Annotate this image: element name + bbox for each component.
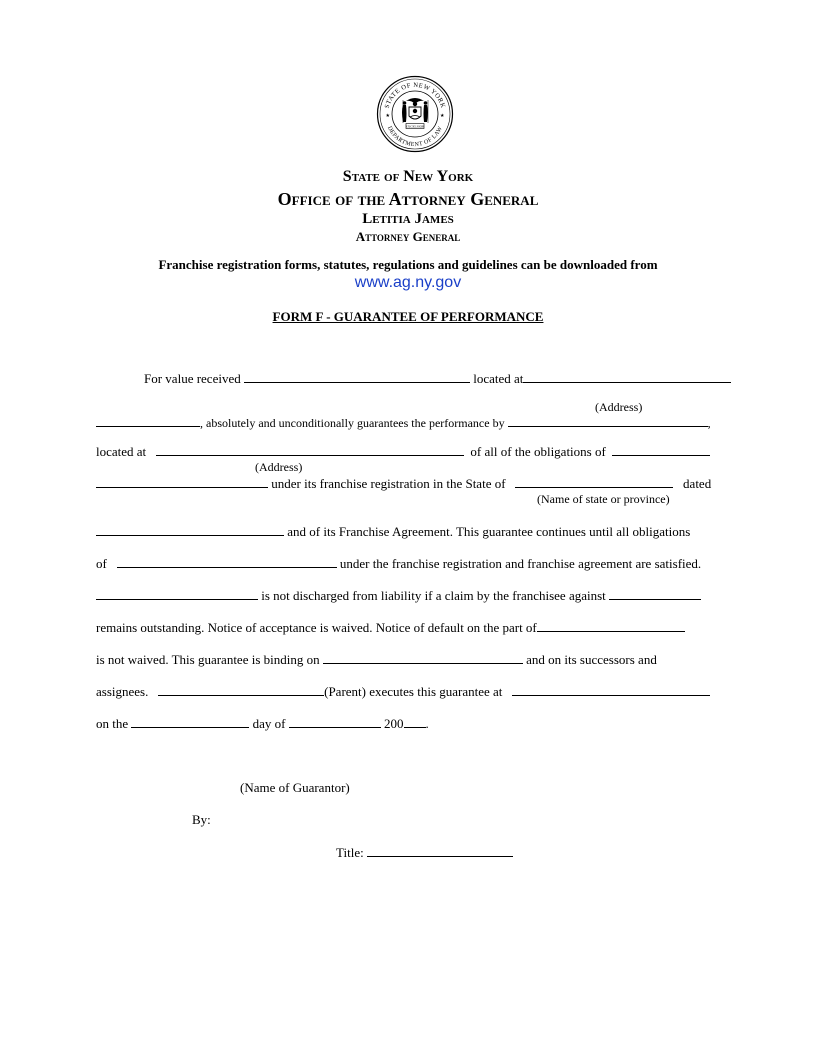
state-heading: State of New York xyxy=(342,168,474,185)
text-binding-on: is not waived. This guarantee is binding on xyxy=(96,652,320,667)
svg-text:★: ★ xyxy=(385,113,390,119)
blank-parent-name[interactable] xyxy=(158,684,324,696)
blank-month[interactable] xyxy=(289,716,381,728)
form-line-8 xyxy=(96,620,685,636)
text-obligations-of: of all of the obligations of xyxy=(470,444,606,459)
blank-obligor-name[interactable] xyxy=(612,444,710,456)
blank-guarantor-name-2[interactable] xyxy=(96,588,258,600)
blank-obligor-name-cont[interactable] xyxy=(96,476,268,488)
period: . xyxy=(425,716,429,731)
text-located-at: located at xyxy=(473,371,524,386)
form-line-11 xyxy=(96,716,429,732)
ny-department-of-law-seal xyxy=(376,75,454,153)
text-not-discharged: is not discharged from liability if a claim by the franchisee against xyxy=(261,588,606,603)
blank-franchisor-name-3[interactable] xyxy=(537,620,685,632)
form-line-6 xyxy=(96,556,701,572)
blank-guarantor-name-3[interactable] xyxy=(323,652,523,664)
blank-date[interactable] xyxy=(96,524,284,536)
text-franchise-agreement: and of its Franchise Agreement. This guarantee continues until all obligations xyxy=(287,524,691,539)
attorney-general-name: Letitia James xyxy=(362,211,454,227)
svg-text:DEPARTMENT OF LAW: DEPARTMENT OF LAW xyxy=(385,125,445,149)
form-line-9 xyxy=(96,652,657,668)
blank-signatory-title[interactable] xyxy=(367,845,513,857)
text-successors: and on its successors and xyxy=(526,652,657,667)
text-for-value-received: For value received xyxy=(144,371,241,386)
form-line-10 xyxy=(96,684,710,700)
text-day-of: day of xyxy=(252,716,286,731)
form-line-4 xyxy=(96,476,711,492)
form-line-1 xyxy=(144,371,731,387)
text-year-prefix: 200 xyxy=(384,716,404,731)
svg-text:EXCELSIOR: EXCELSIOR xyxy=(405,124,425,129)
text-are-satisfied: under the franchise registration and franchise agreement are satisfied. xyxy=(339,556,702,571)
download-note: Franchise registration forms, statutes, regulations and guidelines can be downloaded from xyxy=(158,257,658,272)
form-line-5 xyxy=(96,524,690,540)
blank-guarantor-address[interactable] xyxy=(523,371,731,383)
text-located-at-2: located at xyxy=(96,444,147,459)
text-guarantees-performance: , absolutely and unconditionally guarantees the performance by xyxy=(200,416,505,430)
blank-execution-place[interactable] xyxy=(512,684,710,696)
guarantor-name-label: (Name of Guarantor) xyxy=(240,780,350,795)
address-label-1: (Address) xyxy=(595,400,643,414)
svg-text:★: ★ xyxy=(440,113,445,119)
blank-state-name[interactable] xyxy=(515,476,673,488)
website-link[interactable]: www.ag.ny.gov xyxy=(354,274,462,291)
text-of: of xyxy=(96,556,107,571)
by-label: By: xyxy=(192,812,211,827)
blank-day[interactable] xyxy=(131,716,249,728)
text-notice-of-default: remains outstanding. Notice of acceptance is waived. Notice of default on the part of xyxy=(96,620,537,635)
attorney-general-title: Attorney General xyxy=(355,229,461,244)
text-on-the: on the xyxy=(96,716,129,731)
title-label: Title: xyxy=(336,845,364,860)
form-line-2 xyxy=(96,415,711,431)
blank-franchisor-address[interactable] xyxy=(156,444,464,456)
address-label-2: (Address) xyxy=(255,460,303,474)
svg-text:STATE OF NEW YORK: STATE OF NEW YORK xyxy=(383,81,447,110)
form-line-3 xyxy=(96,444,710,460)
form-title: FORM F - GUARANTEE OF PERFORMANCE xyxy=(272,309,544,324)
office-heading: Office of the Attorney General xyxy=(277,189,539,209)
form-line-7 xyxy=(96,588,701,604)
text-registration-state: under its franchise registration in the State of xyxy=(271,476,506,491)
text-executes-guarantee: (Parent) executes this guarantee at xyxy=(324,684,503,699)
blank-address-cont[interactable] xyxy=(96,415,200,427)
text-dated: dated xyxy=(683,476,712,491)
comma: , xyxy=(707,416,711,430)
blank-obligor-name-2[interactable] xyxy=(117,556,337,568)
state-label: (Name of state or province) xyxy=(537,492,670,506)
signature-title-line xyxy=(336,845,513,861)
blank-guarantor-name[interactable] xyxy=(244,371,470,383)
text-assignees: assignees. xyxy=(96,684,149,699)
blank-franchisor-name[interactable] xyxy=(508,415,708,427)
blank-franchisor-name-2[interactable] xyxy=(609,588,701,600)
blank-year[interactable] xyxy=(404,716,426,728)
